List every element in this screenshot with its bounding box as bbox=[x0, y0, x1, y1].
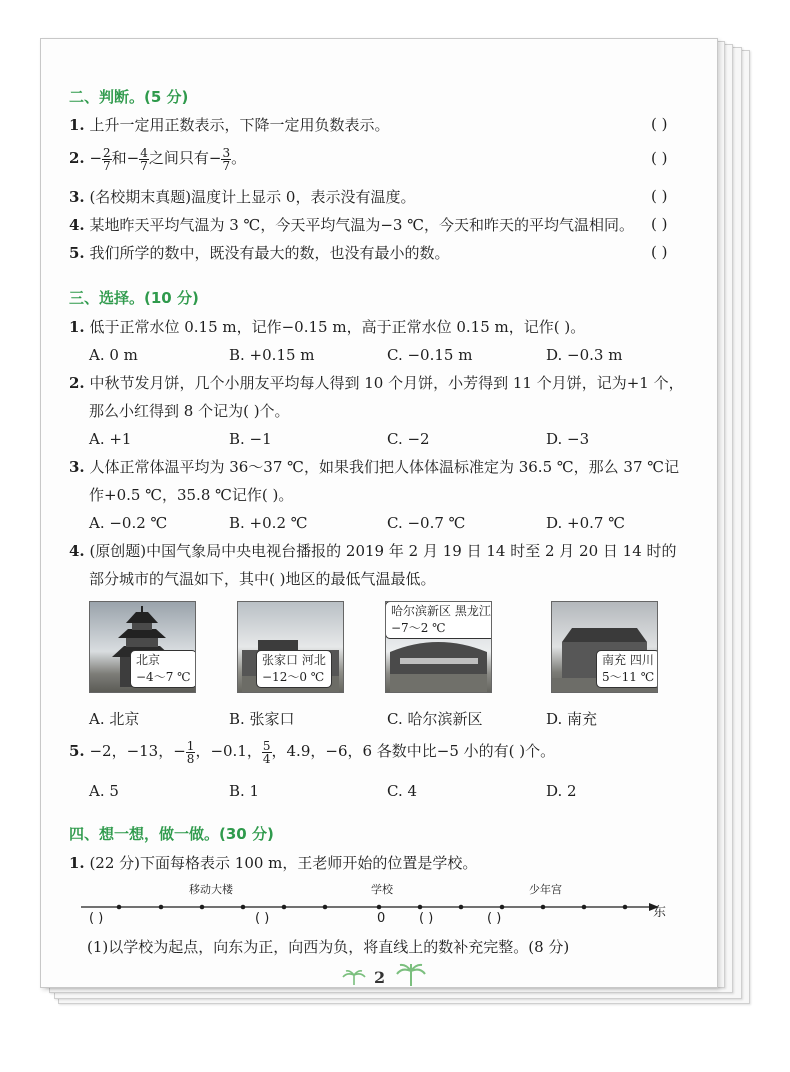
choice-question-4-line1: 4. (原创题)中国气象局中央电视台播报的 2019 年 2 月 19 日 14 时至 2 月 20 日 14 时的 bbox=[69, 542, 677, 560]
judge-item-1: 1. 上升一定用正数表示，下降一定用负数表示。 bbox=[69, 116, 390, 134]
choice-4-option-a[interactable]: A. 北京 bbox=[89, 710, 140, 728]
numberline-zero: 0 bbox=[377, 911, 386, 926]
judge-item-4: 4. 某地昨天平均气温为 3 ℃，今天平均气温为−3 ℃，今天和昨天的平均气温相同。 bbox=[69, 216, 634, 234]
think-question-1: 1. (22 分)下面每格表示 100 m，王老师开始的位置是学校。 bbox=[69, 854, 478, 872]
judge-answer-1[interactable]: ( ) bbox=[651, 115, 668, 133]
fraction: $\frac{4}{7}$ bbox=[140, 145, 148, 173]
choice-5-option-d[interactable]: D. 2 bbox=[546, 782, 577, 800]
numberline-blank-4[interactable]: ( ) bbox=[487, 911, 502, 926]
city-label-zhangjiakou: 张家口 河北 −12～0 ℃ bbox=[256, 650, 332, 688]
judge-answer-5[interactable]: ( ) bbox=[651, 243, 668, 261]
judge-item-5: 5. 我们所学的数中，既没有最大的数，也没有最小的数。 bbox=[69, 244, 450, 262]
section-title-think: 四、想一想，做一做。(30 分) bbox=[69, 825, 274, 843]
photo-harbin bbox=[385, 601, 492, 693]
think-subquestion-1: (1)以学校为起点，向东为正，向西为负，将直线上的数补充完整。(8 分) bbox=[87, 938, 570, 956]
choice-question-2-line2: 那么小红得到 8 个记为( )个。 bbox=[89, 402, 290, 420]
city-label-harbin: 哈尔滨新区 黑龙江 −7～2 ℃ bbox=[385, 601, 492, 639]
photo-nanchong bbox=[551, 601, 658, 693]
palm-tree-icon bbox=[394, 963, 428, 987]
worksheet-page bbox=[40, 38, 718, 988]
numberline-blank-2[interactable]: ( ) bbox=[255, 911, 270, 926]
choice-question-2-line1: 2. 中秋节发月饼，几个小朋友平均每人得到 10 个月饼，小芳得到 11 个月饼，记为+1 个， bbox=[69, 374, 684, 392]
choice-4-option-b[interactable]: B. 张家口 bbox=[229, 710, 295, 728]
choice-3-option-a[interactable]: A. −0.2 ℃ bbox=[89, 514, 168, 532]
page-number: 2 bbox=[374, 968, 386, 987]
judge-answer-2[interactable]: ( ) bbox=[651, 149, 668, 167]
choice-question-4-line2: 部分城市的气温如下，其中( )地区的最低气温最低。 bbox=[89, 570, 436, 588]
photo-beijing bbox=[89, 601, 196, 693]
section-title-choice: 三、选择。(10 分) bbox=[69, 289, 199, 307]
choice-2-option-d[interactable]: D. −3 bbox=[546, 430, 590, 448]
numberline-direction-east: 东 bbox=[653, 905, 667, 920]
choice-3-option-c[interactable]: C. −0.7 ℃ bbox=[387, 514, 466, 532]
choice-5-option-b[interactable]: B. 1 bbox=[229, 782, 260, 800]
section-title-judge: 二、判断。(5 分) bbox=[69, 88, 189, 106]
choice-question-3-line1: 3. 人体正常体温平均为 36～37 ℃，如果我们把人体体温标准定为 36.5 ℃，那么 37 ℃记 bbox=[69, 458, 680, 476]
numberline-blank-3[interactable]: ( ) bbox=[419, 911, 434, 926]
choice-1-option-b[interactable]: B. +0.15 m bbox=[229, 346, 315, 364]
choice-question-3-line2: 作+0.5 ℃，35.8 ℃记作( )。 bbox=[89, 486, 294, 504]
choice-3-option-d[interactable]: D. +0.7 ℃ bbox=[546, 514, 625, 532]
city-label-beijing: 北京 −4～7 ℃ bbox=[130, 650, 196, 688]
numberline-label-youth-palace: 少年宫 bbox=[529, 883, 562, 896]
choice-5-option-c[interactable]: C. 4 bbox=[387, 782, 418, 800]
choice-5-option-a[interactable]: A. 5 bbox=[89, 782, 119, 800]
numberline-label-school: 学校 bbox=[371, 883, 393, 896]
fraction: $\frac{2}{7}$ bbox=[103, 145, 111, 173]
numberline-axis bbox=[81, 897, 661, 919]
judge-item-3: 3. (名校期末真题)温度计上显示 0，表示没有温度。 bbox=[69, 188, 416, 206]
choice-2-option-a[interactable]: A. +1 bbox=[89, 430, 132, 448]
choice-question-1: 1. 低于正常水位 0.15 m，记作−0.15 m，高于正常水位 0.15 m，记作( )。 bbox=[69, 318, 586, 336]
choice-4-option-c[interactable]: C. 哈尔滨新区 bbox=[387, 710, 483, 728]
numberline-label-mobile-building: 移动大楼 bbox=[189, 883, 233, 896]
choice-4-option-d[interactable]: D. 南充 bbox=[546, 710, 598, 728]
fraction: $\frac{5}{4}$ bbox=[262, 738, 271, 766]
choice-2-option-c[interactable]: C. −2 bbox=[387, 430, 430, 448]
photo-zhangjiakou bbox=[237, 601, 344, 693]
judge-answer-3[interactable]: ( ) bbox=[651, 187, 668, 205]
choice-question-5: 5. −2，−13，− $\frac{1}{8}$ ，−0.1， $\frac{5}{4}$ ，4.9，−6，6 各数中比−5 小的有( )个。 bbox=[69, 738, 556, 766]
palm-leaf-icon bbox=[341, 969, 367, 987]
choice-2-option-b[interactable]: B. −1 bbox=[229, 430, 272, 448]
judge-answer-4[interactable]: ( ) bbox=[651, 215, 668, 233]
choice-1-option-c[interactable]: C. −0.15 m bbox=[387, 346, 473, 364]
fraction: $\frac{1}{8}$ bbox=[186, 738, 195, 766]
judge-item-2: 2. − $\frac{2}{7}$ 和− $\frac{4}{7}$ 之间只有− $\frac{3}{7}$ 。 bbox=[69, 145, 247, 173]
choice-1-option-a[interactable]: A. 0 m bbox=[89, 346, 138, 364]
choice-3-option-b[interactable]: B. +0.2 ℃ bbox=[229, 514, 308, 532]
choice-1-option-d[interactable]: D. −0.3 m bbox=[546, 346, 623, 364]
numberline-blank-1[interactable]: ( ) bbox=[89, 911, 104, 926]
city-label-nanchong: 南充 四川 5～11 ℃ bbox=[596, 650, 658, 688]
fraction: $\frac{3}{7}$ bbox=[222, 145, 231, 173]
